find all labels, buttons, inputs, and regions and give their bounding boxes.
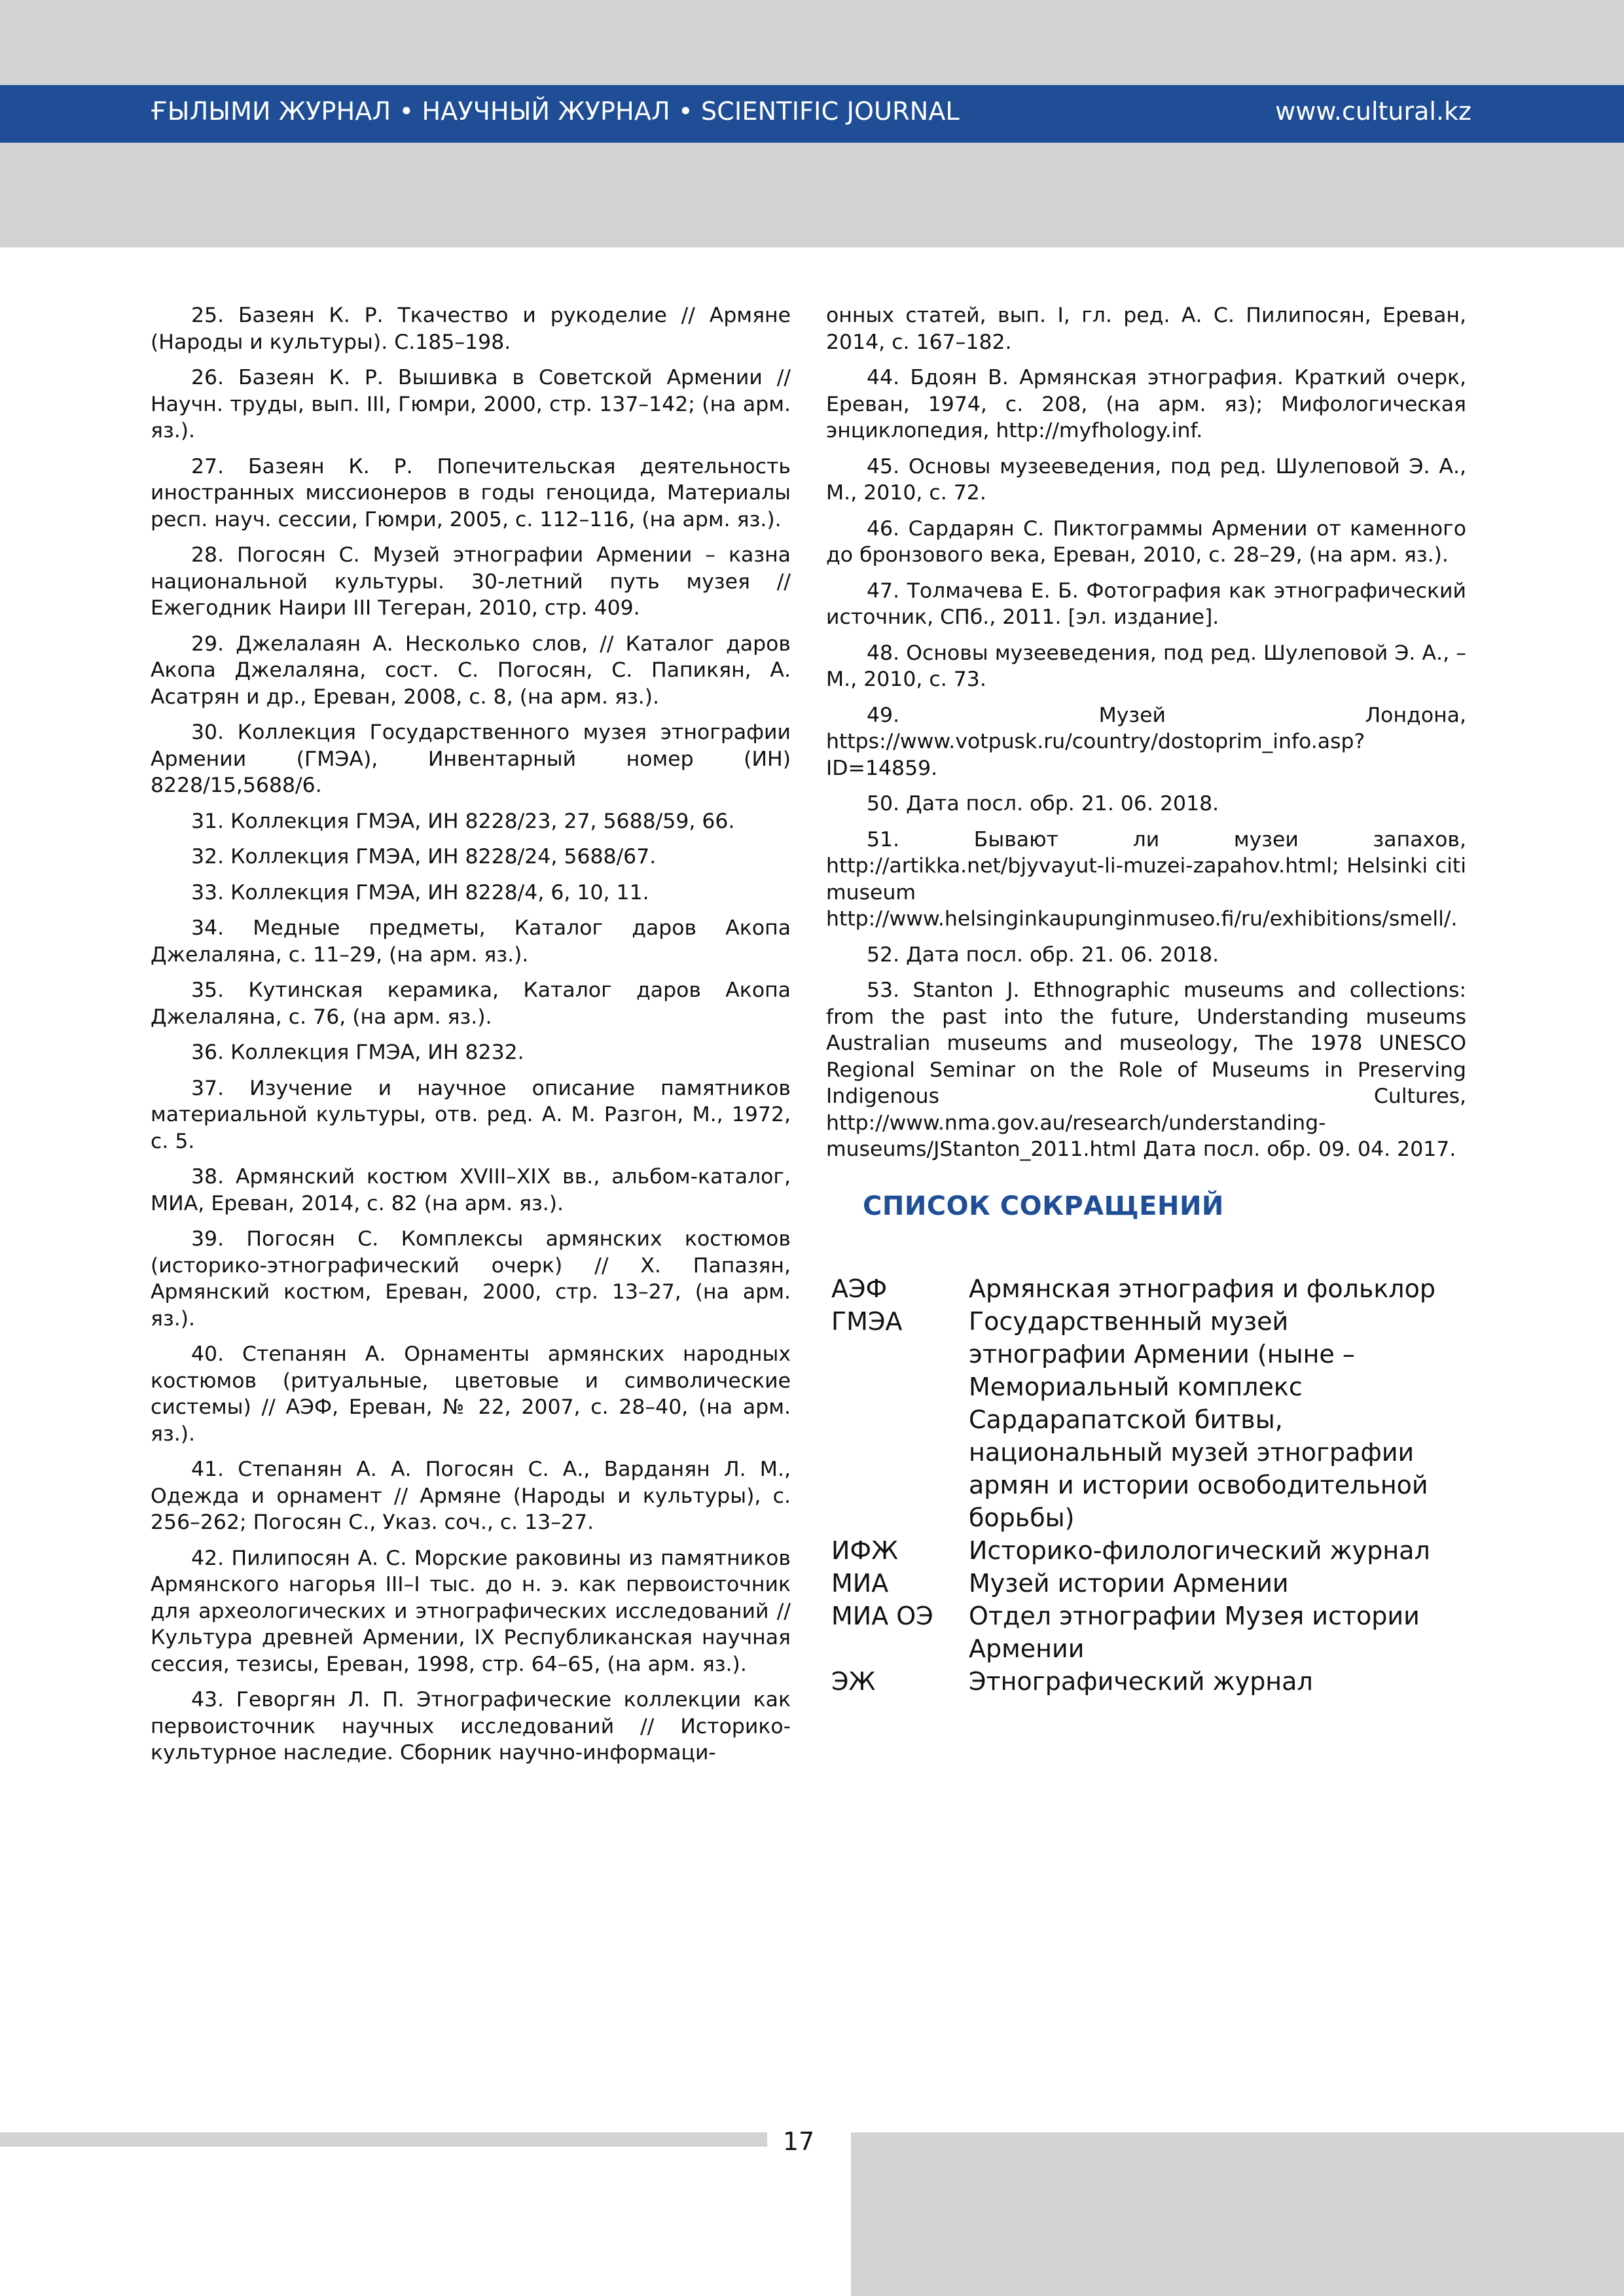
reference-item: 26. Базеян К. Р. Вышивка в Советской Армении // Научн. труды, вып. III, Гюмри, 2000, стр. 137–142; (на арм. яз.). (151, 366, 791, 442)
abbreviation-term: ГМЭА (831, 1307, 903, 1336)
reference-item: 31. Коллекция ГМЭА, ИН 8228/23, 27, 5688/59, 66. (191, 809, 735, 833)
reference-item: 43. Геворгян Л. П. Этнографические коллекции как первоисточник научных исследований // Историко-культурное наследие. Сборник научно-информаци- (151, 1688, 791, 1765)
reference-item: 47. Толмачева Е. Б. Фотография как этнографический источник, СПб., 2011. [эл. издание]. (826, 579, 1466, 629)
reference-item: 37. Изучение и научное описание памятников материальной культуры, отв. ред. А. М. Разгон, М., 1972, с. 5. (151, 1076, 791, 1153)
reference-item: 25. Базеян К. Р. Ткачество и рукоделие // Армяне (Народы и культуры). С.185–198. (151, 304, 791, 354)
abbreviations-list (831, 1272, 1486, 1698)
reference-item: 27. Базеян К. Р. Попечительская деятельность иностранных миссионеров в годы геноцида, Материалы респ. науч. сессии, Гюмри, 2005, с. 112–116, (на арм. яз.). (151, 454, 791, 531)
abbreviation-row (831, 1600, 1486, 1665)
reference-item: 35. Кутинская керамика, Каталог даров Акопа Джелаляна, с. 76, (на арм. яз.). (151, 978, 791, 1029)
reference-item: 41. Степанян А. А. Погосян С. А., Варданян Л. М., Одежда и орнамент // Армяне (Народы и культуры), с. 256–262; Погосян С., Указ. соч., с. 13–27. (151, 1458, 791, 1534)
reference-item: 42. Пилипосян А. С. Морские раковины из памятников Армянского нагорья III–I тыс. до н. э. как первоисточник для археологических и этнографических исследований // Культура древней Армении, IX Республиканская научная сессия, тезисы, Ереван, 1998, стр. 64–65, (на арм. яз.). (151, 1546, 791, 1676)
abbreviation-term: ЭЖ (831, 1667, 876, 1696)
reference-item: 29. Джелалаян А. Несколько слов, // Каталог даров Акопа Джелаляна, сост. С. Погосян, С. Папикян, А. Асатрян и др., Ереван, 2008, с. 8, (на арм. яз.). (151, 632, 791, 709)
reference-item: 52. Дата посл. обр. 21. 06. 2018. (867, 942, 1219, 967)
journal-header-bar (0, 85, 1624, 143)
abbreviation-row (831, 1567, 1486, 1600)
reference-item: 38. Армянский костюм XVIII–XIX вв., альбом-каталог, МИА, Ереван, 2014, с. 82 (на арм. яз.). (151, 1165, 791, 1215)
abbreviation-row (831, 1272, 1486, 1305)
reference-item: 28. Погосян С. Музей этнографии Армении – казна национальной культуры. 30-летний путь музея // Ежегодник Наири III Тегеран, 2010, стр. 409. (151, 543, 791, 620)
abbreviation-definition: Армянская этнография и фольклор (969, 1274, 1435, 1303)
abbreviation-definition: Этнографический журнал (969, 1667, 1313, 1696)
abbreviation-row (831, 1534, 1486, 1567)
reference-item: 51. Бывают ли музеи запахов, http://artikka.net/bjyvayut-li-muzei-zapahov.html; Helsinki citi museum http://www.helsinginkaupunginmuseo.fi/ru/exhibitions/smell/. (826, 827, 1466, 931)
abbreviation-definition: Историко-филологический журнал (969, 1536, 1430, 1565)
reference-item: 50. Дата посл. обр. 21. 06. 2018. (867, 792, 1219, 816)
abbreviation-term: ИФЖ (831, 1536, 899, 1565)
reference-item: 32. Коллекция ГМЭА, ИН 8228/24, 5688/67. (191, 845, 657, 869)
reference-item: 34. Медные предметы, Каталог даров Акопа Джелаляна, с. 11–29, (на арм. яз.). (151, 916, 791, 967)
page-number: 17 (782, 2127, 815, 2156)
abbreviation-row (831, 1305, 1486, 1534)
abbreviations-heading: СПИСОК СОКРАЩЕНИЙ (863, 1191, 1224, 1221)
references-right-column (826, 302, 1466, 1172)
footer-rule (0, 2132, 767, 2147)
reference-continuation: онных статей, вып. I, гл. ред. А. С. Пилипосян, Ереван, 2014, с. 167–182. (826, 304, 1466, 354)
reference-item: 40. Степанян А. Орнаменты армянских народных костюмов (ритуальные, цветовые и символические системы) // АЭФ, Ереван, № 22, 2007, с. 28–40, (на арм. яз.). (151, 1342, 791, 1446)
reference-item: 36. Коллекция ГМЭА, ИН 8232. (191, 1041, 524, 1064)
journal-website: www.cultural.kz (1275, 97, 1471, 126)
references-left-column (151, 302, 791, 1776)
abbreviation-row (831, 1665, 1486, 1698)
abbreviation-term: МИА ОЭ (831, 1602, 933, 1630)
reference-item: 48. Основы музееведения, под ред. Шулеповой Э. А., – М., 2010, с. 73. (826, 641, 1466, 691)
reference-item: 33. Коллекция ГМЭА, ИН 8228/4, 6, 10, 11. (191, 880, 649, 905)
reference-item: 49. Музей Лондона, https://www.votpusk.ru/country/dostoprim_info.asp?ID=14859. (826, 703, 1466, 780)
reference-item: 39. Погосян С. Комплексы армянских костюмов (историко-этнографический очерк) // Х. Папазян, Армянский костюм, Ереван, 2000, стр. 13–27, (на арм. яз.). (151, 1227, 791, 1331)
reference-item: 53. Stanton J. Ethnographic museums and collections: from the past into the future, Understanding museums Australian museums and museology, The 1978 UNESCO Regional Seminar on the Role of Museums in Preserving Indigenous Cultures, http://www.nma.gov.au/research/understanding-museums/JStanton_2011.html Дата посл. обр. 09. 04. 2017. (826, 978, 1466, 1161)
abbreviation-term: АЭФ (831, 1274, 888, 1303)
reference-item: 45. Основы музееведения, под ред. Шулеповой Э. А., М., 2010, с. 72. (826, 454, 1466, 505)
reference-item: 46. Сардарян С. Пиктограммы Армении от каменного до бронзового века, Ереван, 2010, с. 28–29, (на арм. яз.). (826, 516, 1466, 567)
journal-titles: ҒЫЛЫМИ ЖУРНАЛ • НАУЧНЫЙ ЖУРНАЛ • SCIENTIFIC JOURNAL (151, 97, 960, 126)
abbreviation-definition: Музей истории Армении (969, 1569, 1289, 1598)
reference-item: 30. Коллекция Государственного музея этнографии Армении (ГМЭА), Инвентарный номер (ИН) 8228/15,5688/6. (151, 721, 791, 797)
abbreviation-definition: Отдел этнографии Музея истории Армении (969, 1602, 1420, 1663)
reference-item: 44. Бдоян В. Армянская этнография. Краткий очерк, Ереван, 1974, с. 208, (на арм. яз); Мифологическая энциклопедия, http://myfhology.inf. (826, 366, 1466, 442)
footer-block (851, 2132, 1624, 2296)
abbreviation-definition: Государственный музей этнографии Армении (ныне – Мемориальный комплекс Сардарапатской битвы, национальный музей этнографии армян и истории освободительной борьбы) (969, 1307, 1428, 1532)
abbreviation-term: МИА (831, 1569, 889, 1598)
